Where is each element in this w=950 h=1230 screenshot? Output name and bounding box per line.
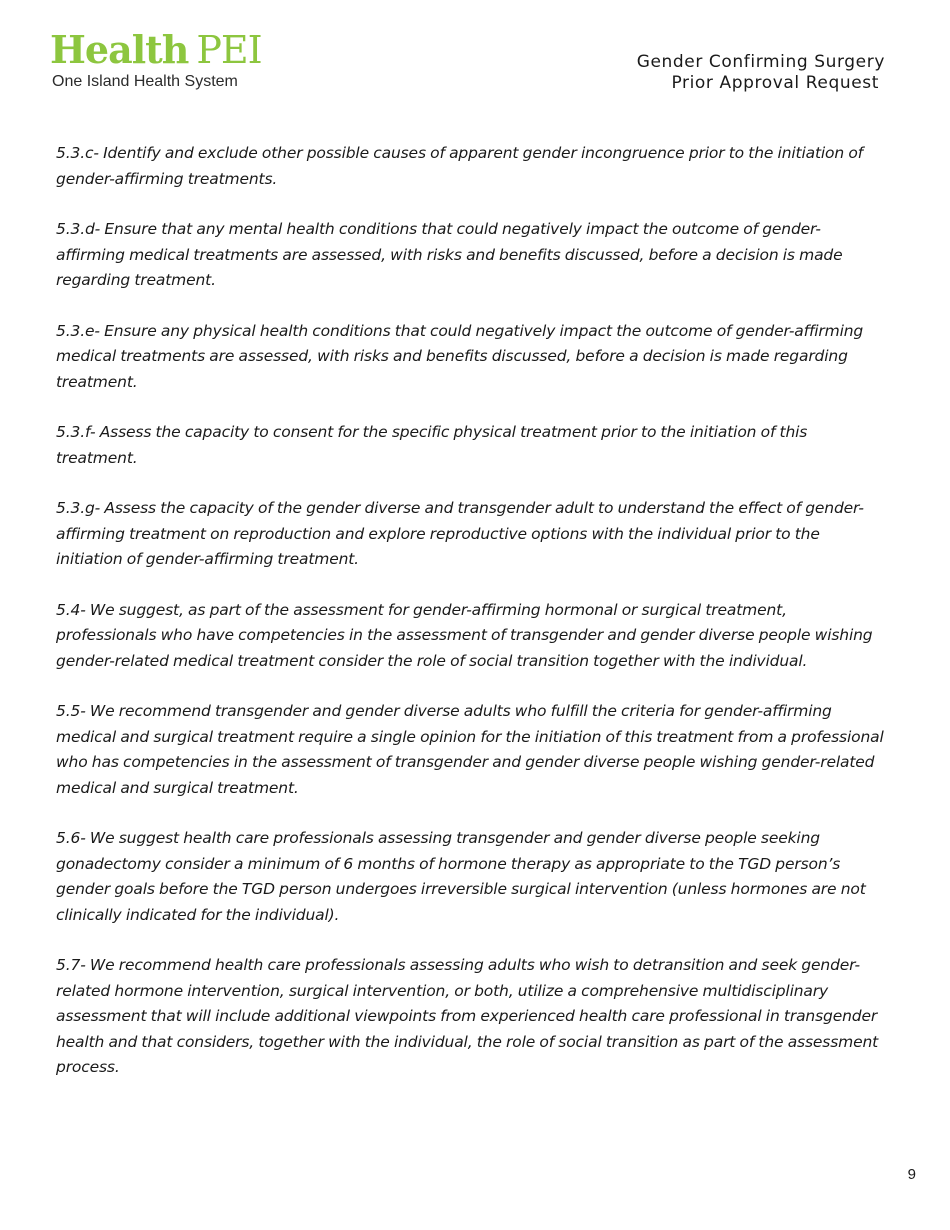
paragraph-5-4: 5.4- We suggest, as part of the assessment for gender-affirming hormonal or surgical treatment, professionals who have competencies in the assessment of transgender and gender diverse people wishing gender-related medical treatment consider the role of social transition together with the individual. — [56, 600, 873, 670]
page-number: 9 — [907, 1166, 916, 1183]
document-body — [56, 141, 886, 1106]
paragraph-5-7: 5.7- We recommend health care professionals assessing adults who wish to detransition and seek gender-related hormone intervention, surgical intervention, or both, utilize a comprehensive multidisciplinary assessment that will include additional viewpoints from experienced health care professional in transgender health and that considers, together with the individual, the role of social transition as part of the assessment process. — [56, 956, 879, 1076]
document-title — [637, 52, 885, 94]
health-pei-logo — [50, 27, 262, 92]
paragraph-5-6: 5.6- We suggest health care professionals assessing transgender and gender diverse people seeking gonadectomy consider a minimum of 6 months of hormone therapy as appropriate to the TGD person’s gender goals before the TGD person undergoes irreversible surgical intervention (unless hormones are not clinically indicated for the individual). — [56, 829, 866, 924]
logo-word-health: Health — [50, 27, 189, 72]
logo-wordmark — [50, 27, 262, 72]
logo-word-pei: PEI — [196, 28, 262, 72]
document-title-line1: Gender Confirming Surgery — [636, 52, 885, 72]
paragraph-5-3-f: 5.3.f- Assess the capacity to consent for the specific physical treatment prior to the initiation of this treatment. — [56, 423, 808, 467]
paragraph-5-3-c: 5.3.c- Identify and exclude other possible causes of apparent gender incongruence prior to the initiation of gender-affirming treatments. — [56, 144, 863, 188]
document-title-line2: Prior Approval Request — [671, 73, 879, 93]
paragraph-5-3-d: 5.3.d- Ensure that any mental health conditions that could negatively impact the outcome of gender-affirming medical treatments are assessed, with risks and benefits discussed, before a decision is made regarding treatment. — [56, 220, 843, 289]
logo-tagline: One Island Health System — [52, 73, 238, 90]
paragraph-5-3-e: 5.3.e- Ensure any physical health conditions that could negatively impact the outcome of gender-affirming medical treatments are assessed, with risks and benefits discussed, before a decision is made regarding treatment. — [56, 321, 864, 391]
paragraph-5-3-g: 5.3.g- Assess the capacity of the gender diverse and transgender adult to understand the effect of gender-affirming treatment on reproduction and explore reproductive options with the individual prior to the initiation of gender-affirming treatment. — [56, 499, 864, 568]
paragraph-5-5: 5.5- We recommend transgender and gender diverse adults who fulfill the criteria for gender-affirming medical and surgical treatment require a single opinion for the initiation of this treatment from a professional who has competencies in the assessment of transgender and gender diverse people wishing gender-related medical and surgical treatment. — [56, 702, 884, 797]
